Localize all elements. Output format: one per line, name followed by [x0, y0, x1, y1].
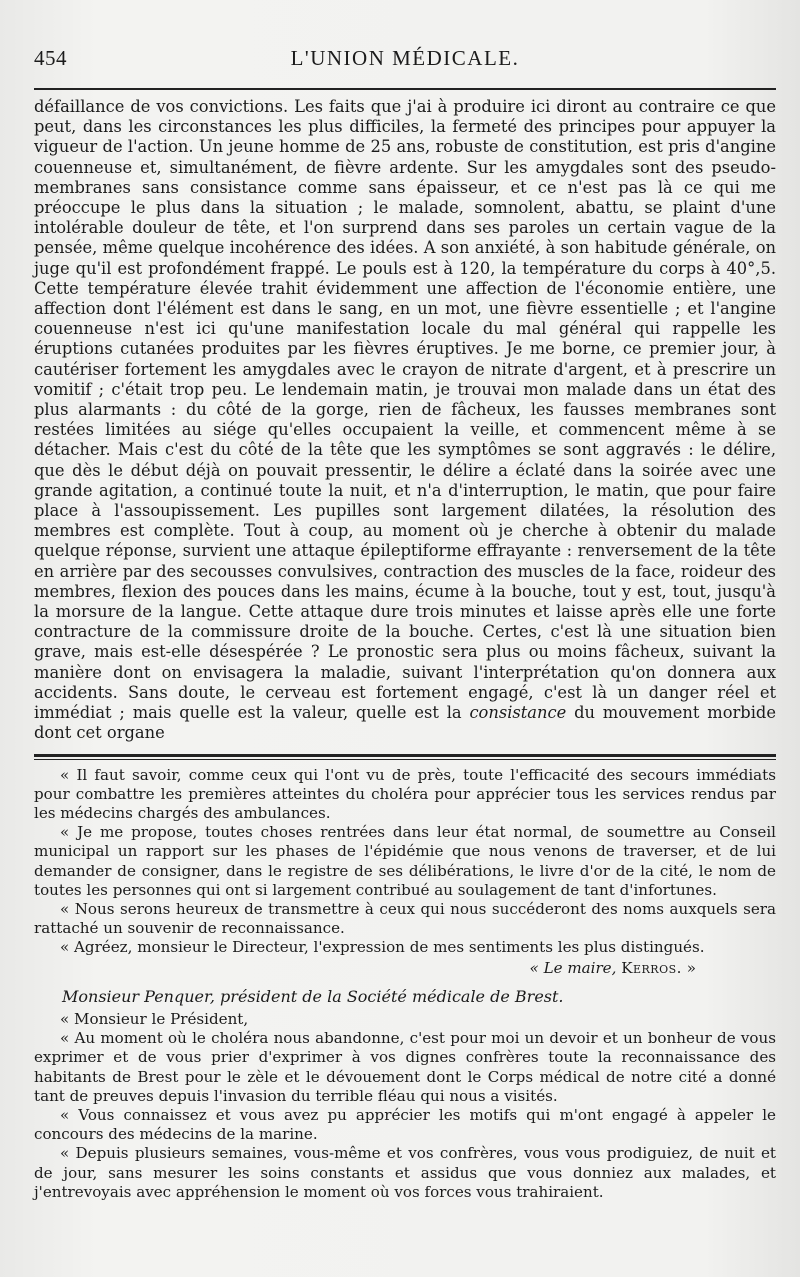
page-number: 454: [34, 46, 67, 70]
running-title: L'UNION MÉDICALE.: [290, 46, 520, 70]
signature-close: »: [681, 958, 696, 977]
header-rule: [34, 88, 776, 90]
signature-role: « Le maire,: [529, 958, 617, 977]
signature-name: Kerros.: [621, 958, 682, 977]
main-text-tail: du mouvement morbide dont cet organe: [34, 703, 776, 743]
main-paragraph: [34, 97, 776, 744]
letter-heading: Monsieur Penquer, président de la Société médicale de Brest.: [62, 986, 564, 1006]
letter-paragraph-7: « Depuis plusieurs semaines, vous-même et vos confrères, vous vous prodiguiez, de nuit et de jour, sans mesurer les soins constants et assidus que vous donniez aux malades, et j'entrevoyais avec appréhension le moment où vos forces vous trahiraient.: [34, 1144, 776, 1201]
letter-section: [34, 766, 776, 1202]
main-text: [34, 97, 776, 744]
page-header: [34, 46, 776, 76]
letter-paragraph-1: « Il faut savoir, comme ceux qui l'ont vu de près, toute l'efficacité des secours immédiats pour combattre les premières atteintes du choléra pour apprécier tous les services rendus par les médecins chargés des ambulances.: [34, 765, 776, 822]
letter-paragraph-3: « Nous serons heureux de transmettre à ceux qui nous succéderont des noms auxquels sera rattaché un souvenir de reconnaissance.: [34, 899, 776, 938]
section-rule: [34, 754, 776, 760]
italic-word: consistance: [469, 703, 567, 723]
letter-paragraph-6: « Vous connaissez et vous avez pu apprécier les motifs qui m'ont engagé à appeler le concours des médecins de la marine.: [34, 1105, 776, 1144]
letter-paragraph-4: « Agréez, monsieur le Directeur, l'expression de mes sentiments les plus distingués.: [60, 938, 705, 957]
salutation: « Monsieur le Président,: [60, 1009, 249, 1028]
signature-line: [34, 959, 776, 978]
letter-paragraph-2: « Je me propose, toutes choses rentrées dans leur état normal, de soumettre au Conseil municipal un rapport sur les phases de l'épidémie que nous venons de traverser, et de lui demander de consigner, dans le registre de ses délibérations, le livre d'or de la cité, le nom de toutes les personnes qui ont si largement contribué au soulagement de tant d'infortunes.: [34, 823, 776, 899]
main-text-body: défaillance de vos convictions. Les faits que j'ai à produire ici diront au contraire ce que peut, dans les circonstances les plus difficiles, la fermeté des principes pour appuyer la vigueur de l'action. Un jeune homme de 25 ans, robuste de constitution, est pris d'angine couenneuse et, simultanément, de fièvre ardente. Sur les amygdales sont des pseudo-membranes sans consistance comme sans épaisseur, et ce n'est pas là ce qui me préoccupe le plus dans la situation ; le malade, somnolent, abattu, se plaint d'une intolérable douleur de tête, et l'on surprend dans ses paroles un certain vague de la pensée, même quelque incohérence des idées. A son anxiété, à son habitude générale, on juge qu'il est profondément frappé. Le pouls est à 120, la température du corps à 40°,5. Cette température élevée trahit évidemment une affection de l'économie entière, une affection dont l'élément est dans le sang, en un mot, une fièvre essentielle ; et l'angine couenneuse n'est ici qu'une manifestation locale du mal général qui rappelle les éruptions cutanées produites par les fièvres éruptives. Je me borne, ce premier jour, à cautériser fortement les amygdales avec le crayon de nitrate d'argent, et à prescrire un vomitif ; c'était trop peu. Le lendemain matin, je trouvai mon malade dans un état des plus alarmants : du côté de la gorge, rien de fâcheux, les fausses membranes sont restées limitées au siége qu'elles occupaient la veille, et commencent même à se détacher. Mais c'est du côté de la tête que les symptômes se sont aggravés : le délire, que dès le début déjà on pouvait pressentir, le délire a éclaté dans la soirée avec une grande agitation, a continué toute la nuit, et n'a d'interruption, le matin, que pour faire place à l'assoupissement. Les pupilles sont largement dilatées, la résolution des membres est complète. Tout à coup, au moment où je cherche à obtenir du malade quelque réponse, survient une attaque épileptiforme effrayante : renversement de la tête en arrière par des secousses convulsives, contraction des muscles de la face, roideur des membres, flexion des pouces dans les mains, écume à la bouche, tout y est, tout, jusqu'à la morsure de la langue. Cette attaque dure trois minutes et laisse après elle une forte contracture de la commissure droite de la bouche. Certes, c'est là une situation bien grave, mais est-elle désespérée ? Le pronostic sera plus ou moins fâcheux, suivant la manière dont on envisagera la maladie, suivant l'interprétation qu'on donnera aux accidents. Sans doute, le cerveau est fortement engagé, c'est là un danger réel et immédiat ; mais quelle est la valeur, quelle est la: [34, 97, 776, 723]
letter-paragraph-5: « Au moment où le choléra nous abandonne, c'est pour moi un devoir et un bonheur de vous exprimer et de vous prier d'exprimer à vos dignes confrères toute la reconnaissance des habitants de Brest pour le zèle et le dévouement dont le Corps médical de notre cité a donné tant de preuves depuis l'invasion du terrible fléau qui nous a visités.: [34, 1029, 776, 1105]
